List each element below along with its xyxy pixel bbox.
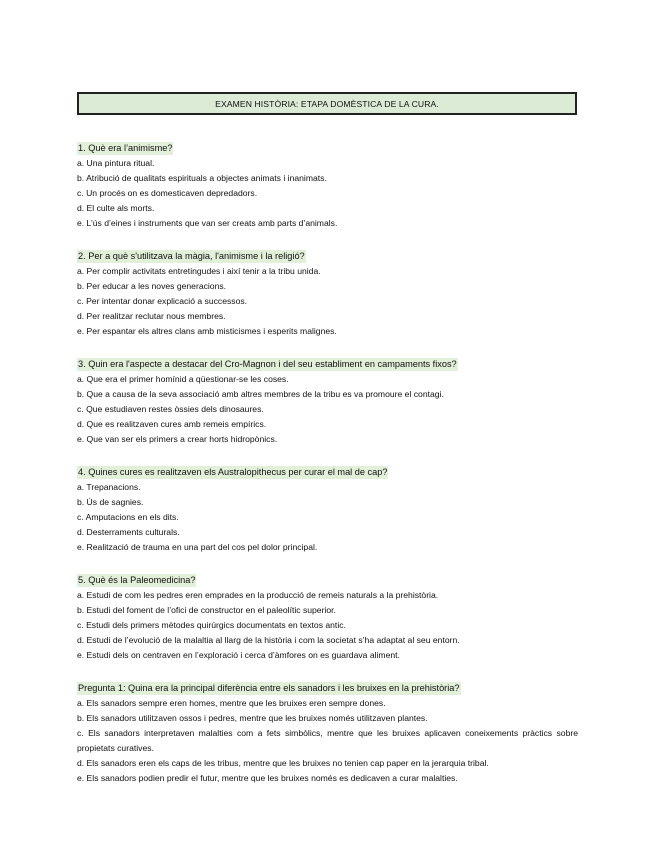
question-title: 1. Què era l’animisme?: [78, 143, 173, 153]
answer-option: e. Realització de trauma en una part del cos pel dolor principal.: [77, 542, 318, 552]
answer-option: d. Els sanadors eren els caps de les tribus, mentre que les bruixes no tenien cap paper en la jerarquia tribal.: [77, 758, 489, 768]
answer-option: a. Estudi de com les pedres eren emprades en la producció de remeis naturals a la prehistòria.: [77, 590, 439, 600]
answer-option: d. Per realitzar reclutar nous membres.: [77, 311, 226, 321]
answer-option: b. Per educar a les noves generacions.: [77, 281, 227, 291]
answer-option: e. Estudi dels on centraven en l’exploració i cerca d’àmfores on es guardava aliment.: [77, 650, 400, 660]
answer-option: c. Un procés on es domesticaven depredadors.: [77, 188, 258, 198]
question-title: 2. Per a què s'utilitzava la màgia, l'animisme i la religió?: [78, 251, 305, 261]
answer-option: c. Estudi dels primers mètodes quirúrgics documentats en textos antic.: [77, 620, 346, 630]
answer-option: b. Els sanadors utilitzaven ossos i pedres, mentre que les bruixes només utilitzaven plantes.: [77, 713, 428, 723]
question-title: 5. Què és la Paleomedicina?: [78, 575, 196, 585]
question-block: [77, 462, 578, 555]
answer-option: c. Amputacions en els dits.: [77, 512, 179, 522]
answer-option: d. Que es realitzaven cures amb remeis empírics.: [77, 419, 267, 429]
answer-option: e. Que van ser els primers a crear horts hidropònics.: [77, 434, 278, 444]
answer-option: b. Atribució de qualitats espirituals a objectes animats i inanimats.: [77, 173, 327, 183]
answer-option: d. Desterraments culturals.: [77, 527, 180, 537]
answer-option: d. El culte als morts.: [77, 203, 155, 213]
answer-option: a. Els sanadors sempre eren homes, mentre que les bruixes eren sempre dones.: [77, 698, 386, 708]
question-block: [77, 246, 578, 339]
questions-container: [77, 138, 578, 801]
exam-title-box: [77, 92, 577, 115]
answer-option: c. Els sanadors interpretaven malalties com a fets simbòlics, mentre que les bruixes aplicaven coneixements pràctics sobre propietats curatives.: [77, 728, 578, 753]
answer-option: b. Que a causa de la seva associació amb altres membres de la tribu es va promoure el contagi.: [77, 389, 444, 399]
answer-option: e. Els sanadors podien predir el futur, mentre que les bruixes només es dedicaven a curar malalties.: [77, 773, 458, 783]
question-block: [77, 570, 578, 663]
answer-option: d. Estudi de l’evolució de la malaltia al llarg de la història i com la societat s’ha adaptat al seu entorn.: [77, 635, 460, 645]
question-block: [77, 138, 578, 231]
exam-title: EXAMEN HISTÒRIA: ETAPA DOMÈSTICA DE LA CURA.: [215, 98, 439, 109]
answer-option: a. Una pintura ritual.: [77, 158, 155, 168]
answer-option: c. Per intentar donar explicació a successos.: [77, 296, 248, 306]
answer-option: b. Ús de sagnies.: [77, 497, 144, 507]
question-title: Pregunta 1: Quina era la principal diferència entre els sanadors i les bruixes en la prehistòria?: [78, 683, 460, 693]
answer-option: c. Que estudiaven restes òssies dels dinosaures.: [77, 404, 264, 414]
answer-option: e. L’ús d’eines i instruments que van ser creats amb parts d’animals.: [77, 218, 338, 228]
answer-option: a. Trepanacions.: [77, 482, 141, 492]
answer-option: a. Per complir activitats entretingudes i així tenir a la tribu unida.: [77, 266, 321, 276]
question-title: 3. Quin era l'aspecte a destacar del Cro-Magnon i del seu establiment en campaments fixos?: [78, 359, 457, 369]
question-title: 4. Quines cures es realitzaven els Australopithecus per curar el mal de cap?: [78, 467, 388, 477]
answer-option: a. Que era el primer homínid a qüestionar-se les coses.: [77, 374, 289, 384]
question-block: [77, 678, 578, 786]
question-block: [77, 354, 578, 447]
answer-option: b. Estudi del foment de l’ofici de constructor en el paleolític superior.: [77, 605, 336, 615]
answer-option: e. Per espantar els altres clans amb misticismes i esperits malignes.: [77, 326, 337, 336]
